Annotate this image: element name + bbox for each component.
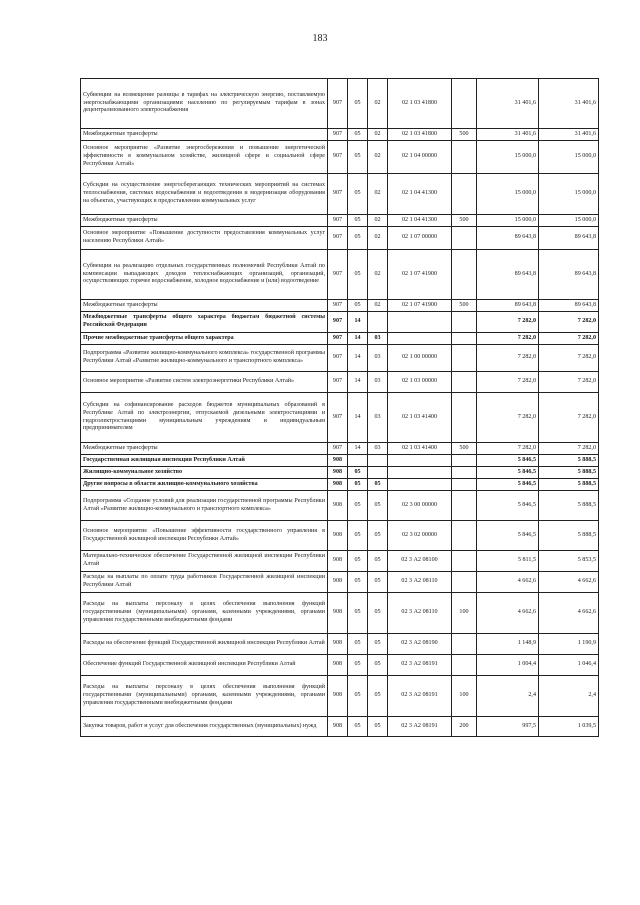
- table-row: [81, 227, 599, 250]
- expense-name-cell: Субсидии на софинансирование расходов бюджетов муниципальных образований в Республике Алтай по электроэнергии, отпускаемой дизельными электростанциями и гидроэлектростанциями муниципальным учреждениям и индивидуальным предпринимателям: [81, 393, 328, 443]
- expense-name-cell: Расходы на выплаты по оплате труда работников Государственной жилищной инспекции Республики Алтай: [81, 572, 328, 593]
- target-article-cell: 02 1 03 00000: [388, 372, 452, 393]
- expense-name-cell: Субсидии на осуществление энергосберегающих технических мероприятий на системах теплоснабжения, системах водоснабжения и водоотведения и модернизация оборудования на объектах, участвующих в предоставлении коммунальных услуг: [81, 174, 328, 215]
- amount-year1-cell: 15 000,0: [477, 215, 539, 227]
- subsection-code-cell: [368, 455, 388, 467]
- table-row: [81, 345, 599, 372]
- target-article-cell: 02 3 А2 08100: [388, 551, 452, 572]
- target-article-cell: 02 3 А2 08110: [388, 593, 452, 634]
- amount-year2-cell: 31 401,6: [539, 79, 599, 129]
- section-code-cell: 05: [348, 174, 368, 215]
- amount-year1-cell: 1 004,4: [477, 655, 539, 676]
- ministry-code-cell: 907: [328, 129, 348, 141]
- table-row: [81, 372, 599, 393]
- section-code-cell: 05: [348, 79, 368, 129]
- expense-name-cell: Закупка товаров, работ и услуг для обеспечения государственных (муниципальных) нужд: [81, 717, 328, 737]
- section-code-cell: 14: [348, 345, 368, 372]
- target-article-cell: 02 1 07 00000: [388, 227, 452, 250]
- expense-type-cell: [452, 455, 477, 467]
- section-code-cell: 05: [348, 634, 368, 655]
- ministry-code-cell: 907: [328, 174, 348, 215]
- table-row: [81, 333, 599, 345]
- target-article-cell: 02 3 А2 08191: [388, 717, 452, 737]
- subsection-code-cell: 03: [368, 443, 388, 455]
- ministry-code-cell: 908: [328, 491, 348, 521]
- table-row: [81, 79, 599, 129]
- table-row: [81, 215, 599, 227]
- amount-year2-cell: 5 888,5: [539, 479, 599, 491]
- ministry-code-cell: 907: [328, 345, 348, 372]
- expense-type-cell: [452, 655, 477, 676]
- expense-name-cell: Основное мероприятие «Повышение доступности предоставления коммунальных услуг населению Республики Алтай»: [81, 227, 328, 250]
- target-article-cell: 02 1 07 41900: [388, 300, 452, 312]
- target-article-cell: 02 1 03 41400: [388, 393, 452, 443]
- target-article-cell: 02 3 02 00000: [388, 521, 452, 551]
- ministry-code-cell: 908: [328, 717, 348, 737]
- expense-name-cell: Подпрограмма «Развитие жилищно-коммунального комплекса» государственной программы Республики Алтай «Развитие жилищно-коммунального и транспортного комплекса»: [81, 345, 328, 372]
- amount-year2-cell: 4 662,6: [539, 593, 599, 634]
- section-code-cell: 05: [348, 655, 368, 676]
- section-code-cell: 05: [348, 521, 368, 551]
- amount-year2-cell: 7 282,0: [539, 443, 599, 455]
- amount-year1-cell: 7 282,0: [477, 312, 539, 333]
- amount-year2-cell: 1 190,9: [539, 634, 599, 655]
- table-row: [81, 455, 599, 467]
- subsection-code-cell: 05: [368, 634, 388, 655]
- amount-year1-cell: 7 282,0: [477, 345, 539, 372]
- expense-name-cell: Материально-техническое обеспечение Государственной жилищной инспекции Республики Алтай: [81, 551, 328, 572]
- expense-name-cell: Расходы на выплаты персоналу в целях обеспечения выполнения функций государственными (муниципальными) органами, казенными учреждениями, органами управления государственными внебюджетными фондами: [81, 676, 328, 717]
- amount-year1-cell: 89 643,8: [477, 300, 539, 312]
- expense-name-cell: Субвенции на реализацию отдельных государственных полномочий Республики Алтай по компенсации выпадающих доходов теплоснабжающих организаций, организаций, осуществляющих горячее водоснабжение, холодное водоснабжение и (или) водоотведение: [81, 250, 328, 300]
- section-code-cell: 05: [348, 227, 368, 250]
- expense-type-cell: 100: [452, 593, 477, 634]
- expense-type-cell: [452, 227, 477, 250]
- expense-type-cell: [452, 491, 477, 521]
- table-row: [81, 467, 599, 479]
- expense-type-cell: 200: [452, 717, 477, 737]
- ministry-code-cell: 908: [328, 551, 348, 572]
- expense-name-cell: Межбюджетные трансферты: [81, 300, 328, 312]
- budget-table: [80, 78, 599, 737]
- subsection-code-cell: 05: [368, 593, 388, 634]
- amount-year1-cell: 15 000,0: [477, 174, 539, 215]
- expense-type-cell: 500: [452, 443, 477, 455]
- expense-type-cell: 500: [452, 129, 477, 141]
- table-row: [81, 676, 599, 717]
- section-code-cell: 05: [348, 300, 368, 312]
- subsection-code-cell: 03: [368, 372, 388, 393]
- subsection-code-cell: [368, 312, 388, 333]
- subsection-code-cell: 05: [368, 491, 388, 521]
- subsection-code-cell: 02: [368, 174, 388, 215]
- ministry-code-cell: 907: [328, 141, 348, 174]
- table-row: [81, 141, 599, 174]
- amount-year1-cell: 7 282,0: [477, 393, 539, 443]
- subsection-code-cell: 05: [368, 676, 388, 717]
- expense-name-cell: Межбюджетные трансферты общего характера бюджетам бюджетной системы Российской Федерации: [81, 312, 328, 333]
- amount-year1-cell: 31 401,6: [477, 79, 539, 129]
- table-row: [81, 717, 599, 737]
- target-article-cell: 02 3 А2 08191: [388, 676, 452, 717]
- amount-year1-cell: 5 846,5: [477, 521, 539, 551]
- section-code-cell: 05: [348, 215, 368, 227]
- target-article-cell: [388, 467, 452, 479]
- section-code-cell: 05: [348, 717, 368, 737]
- expense-type-cell: [452, 345, 477, 372]
- table-row: [81, 479, 599, 491]
- table-row: [81, 593, 599, 634]
- expense-type-cell: [452, 141, 477, 174]
- amount-year2-cell: 89 643,8: [539, 250, 599, 300]
- ministry-code-cell: 907: [328, 79, 348, 129]
- table-row: [81, 521, 599, 551]
- expense-name-cell: Жилищно-коммунальное хозяйство: [81, 467, 328, 479]
- subsection-code-cell: 05: [368, 717, 388, 737]
- target-article-cell: [388, 333, 452, 345]
- target-article-cell: 02 3 А2 08191: [388, 655, 452, 676]
- table-row: [81, 443, 599, 455]
- table-row: [81, 393, 599, 443]
- expense-type-cell: [452, 634, 477, 655]
- table-row: [81, 551, 599, 572]
- amount-year1-cell: 31 401,6: [477, 129, 539, 141]
- amount-year2-cell: 31 401,6: [539, 129, 599, 141]
- amount-year1-cell: 5 846,5: [477, 479, 539, 491]
- section-code-cell: 14: [348, 393, 368, 443]
- ministry-code-cell: 908: [328, 572, 348, 593]
- section-code-cell: 05: [348, 491, 368, 521]
- amount-year2-cell: 89 643,8: [539, 300, 599, 312]
- ministry-code-cell: 907: [328, 227, 348, 250]
- amount-year2-cell: 5 888,5: [539, 521, 599, 551]
- amount-year2-cell: 7 282,0: [539, 333, 599, 345]
- ministry-code-cell: 907: [328, 393, 348, 443]
- amount-year2-cell: 89 643,8: [539, 227, 599, 250]
- ministry-code-cell: 907: [328, 443, 348, 455]
- expense-type-cell: [452, 479, 477, 491]
- amount-year2-cell: 5 853,5: [539, 551, 599, 572]
- ministry-code-cell: 907: [328, 215, 348, 227]
- amount-year1-cell: 5 846,5: [477, 491, 539, 521]
- target-article-cell: 02 1 03 41400: [388, 443, 452, 455]
- amount-year1-cell: 89 643,8: [477, 250, 539, 300]
- subsection-code-cell: 02: [368, 79, 388, 129]
- amount-year1-cell: 7 282,0: [477, 372, 539, 393]
- subsection-code-cell: 02: [368, 129, 388, 141]
- ministry-code-cell: 907: [328, 250, 348, 300]
- table-row: [81, 572, 599, 593]
- expense-name-cell: Расходы на обеспечение функций Государственной жилищной инспекции Республики Алтай: [81, 634, 328, 655]
- section-code-cell: 05: [348, 250, 368, 300]
- amount-year1-cell: 7 282,0: [477, 443, 539, 455]
- subsection-code-cell: 02: [368, 215, 388, 227]
- table-row: [81, 174, 599, 215]
- expense-type-cell: [452, 393, 477, 443]
- amount-year2-cell: 2,4: [539, 676, 599, 717]
- amount-year1-cell: 997,5: [477, 717, 539, 737]
- ministry-code-cell: 908: [328, 634, 348, 655]
- expense-type-cell: [452, 467, 477, 479]
- subsection-code-cell: 05: [368, 551, 388, 572]
- table-row: [81, 250, 599, 300]
- subsection-code-cell: [368, 467, 388, 479]
- target-article-cell: 02 1 04 41300: [388, 174, 452, 215]
- subsection-code-cell: 02: [368, 300, 388, 312]
- section-code-cell: 14: [348, 443, 368, 455]
- amount-year2-cell: 1 039,5: [539, 717, 599, 737]
- subsection-code-cell: 05: [368, 479, 388, 491]
- target-article-cell: 02 1 00 00000: [388, 345, 452, 372]
- target-article-cell: 02 1 07 41900: [388, 250, 452, 300]
- expense-type-cell: [452, 250, 477, 300]
- ministry-code-cell: 907: [328, 312, 348, 333]
- amount-year1-cell: 7 282,0: [477, 333, 539, 345]
- amount-year2-cell: 1 046,4: [539, 655, 599, 676]
- ministry-code-cell: 908: [328, 521, 348, 551]
- subsection-code-cell: 02: [368, 227, 388, 250]
- ministry-code-cell: 907: [328, 333, 348, 345]
- ministry-code-cell: 908: [328, 676, 348, 717]
- expense-name-cell: Другие вопросы в области жилищно-коммунального хозяйства: [81, 479, 328, 491]
- amount-year1-cell: 1 148,9: [477, 634, 539, 655]
- ministry-code-cell: 908: [328, 655, 348, 676]
- amount-year2-cell: 5 888,5: [539, 491, 599, 521]
- amount-year1-cell: 5 846,5: [477, 467, 539, 479]
- amount-year2-cell: 4 662,6: [539, 572, 599, 593]
- subsection-code-cell: 05: [368, 521, 388, 551]
- subsection-code-cell: 03: [368, 333, 388, 345]
- subsection-code-cell: 02: [368, 141, 388, 174]
- subsection-code-cell: 02: [368, 250, 388, 300]
- expense-name-cell: Основное мероприятие «Развитие энергосбережения и повышение энергетической эффективности в коммунальном хозяйстве, жилищной сфере и социальной сфере Республики Алтай»: [81, 141, 328, 174]
- target-article-cell: 02 3 00 00000: [388, 491, 452, 521]
- ministry-code-cell: 907: [328, 372, 348, 393]
- expense-type-cell: [452, 572, 477, 593]
- expense-type-cell: [452, 372, 477, 393]
- page-number: 183: [312, 33, 328, 44]
- amount-year1-cell: 15 000,0: [477, 141, 539, 174]
- expense-type-cell: [452, 312, 477, 333]
- expense-name-cell: Субвенции на возмещение разницы в тарифах на электрическую энергию, поставляемую энергоснабжающими организациями населению по регулируемым тарифам в зонах децентрализованного электроснабжения: [81, 79, 328, 129]
- expense-type-cell: [452, 79, 477, 129]
- section-code-cell: 14: [348, 333, 368, 345]
- amount-year2-cell: 7 282,0: [539, 372, 599, 393]
- section-code-cell: 05: [348, 479, 368, 491]
- ministry-code-cell: 908: [328, 479, 348, 491]
- table-row: [81, 491, 599, 521]
- section-code-cell: 05: [348, 141, 368, 174]
- section-code-cell: 05: [348, 593, 368, 634]
- ministry-code-cell: 907: [328, 300, 348, 312]
- expense-type-cell: [452, 333, 477, 345]
- expense-name-cell: Государственная жилищная инспекция Республики Алтай: [81, 455, 328, 467]
- expense-type-cell: 500: [452, 300, 477, 312]
- ministry-code-cell: 908: [328, 467, 348, 479]
- expense-type-cell: [452, 174, 477, 215]
- amount-year2-cell: 7 282,0: [539, 312, 599, 333]
- expense-type-cell: 500: [452, 215, 477, 227]
- target-article-cell: 02 1 04 00000: [388, 141, 452, 174]
- subsection-code-cell: 05: [368, 655, 388, 676]
- expense-type-cell: [452, 521, 477, 551]
- ministry-code-cell: 908: [328, 455, 348, 467]
- table-row: [81, 655, 599, 676]
- expense-name-cell: Межбюджетные трансферты: [81, 129, 328, 141]
- expense-type-cell: 100: [452, 676, 477, 717]
- amount-year2-cell: 7 282,0: [539, 393, 599, 443]
- amount-year2-cell: 7 282,0: [539, 345, 599, 372]
- target-article-cell: 02 1 04 41300: [388, 215, 452, 227]
- target-article-cell: 02 3 А2 08190: [388, 634, 452, 655]
- section-code-cell: 14: [348, 372, 368, 393]
- expense-name-cell: Обеспечение функций Государственной жилищной инспекции Республики Алтай: [81, 655, 328, 676]
- table-row: [81, 300, 599, 312]
- expense-name-cell: Межбюджетные трансферты: [81, 443, 328, 455]
- amount-year2-cell: 5 888,5: [539, 455, 599, 467]
- section-code-cell: 05: [348, 572, 368, 593]
- amount-year2-cell: 15 000,0: [539, 141, 599, 174]
- amount-year2-cell: 15 000,0: [539, 215, 599, 227]
- section-code-cell: [348, 455, 368, 467]
- target-article-cell: [388, 479, 452, 491]
- table-row: [81, 634, 599, 655]
- expense-name-cell: Прочие межбюджетные трансферты общего характера: [81, 333, 328, 345]
- table-row: [81, 312, 599, 333]
- subsection-code-cell: 03: [368, 393, 388, 443]
- expense-name-cell: Расходы на выплаты персоналу в целях обеспечения выполнения функций государственными (муниципальными) органами, казенными учреждениями, органами управления государственными внебюджетными фондами: [81, 593, 328, 634]
- expense-type-cell: [452, 551, 477, 572]
- section-code-cell: 05: [348, 129, 368, 141]
- amount-year2-cell: 5 888,5: [539, 467, 599, 479]
- section-code-cell: 05: [348, 551, 368, 572]
- amount-year2-cell: 15 000,0: [539, 174, 599, 215]
- table-row: [81, 129, 599, 141]
- target-article-cell: 02 3 А2 08110: [388, 572, 452, 593]
- target-article-cell: 02 1 03 41800: [388, 129, 452, 141]
- target-article-cell: [388, 312, 452, 333]
- expense-name-cell: Основное мероприятие «Развитие систем электроэнергетики Республики Алтай»: [81, 372, 328, 393]
- amount-year1-cell: 2,4: [477, 676, 539, 717]
- target-article-cell: 02 1 03 41800: [388, 79, 452, 129]
- amount-year1-cell: 4 662,6: [477, 572, 539, 593]
- expense-name-cell: Основное мероприятие «Повышение эффективности государственного управления в Государственной жилищной инспекции Республики Алтай»: [81, 521, 328, 551]
- expense-name-cell: Подпрограмма «Создание условий для реализации государственной программы Республики Алтай «Развитие жилищно-коммунального и транспортного комплекса»: [81, 491, 328, 521]
- expense-name-cell: Межбюджетные трансферты: [81, 215, 328, 227]
- subsection-code-cell: 05: [368, 572, 388, 593]
- subsection-code-cell: 03: [368, 345, 388, 372]
- amount-year1-cell: 5 811,5: [477, 551, 539, 572]
- amount-year1-cell: 5 846,5: [477, 455, 539, 467]
- ministry-code-cell: 908: [328, 593, 348, 634]
- amount-year1-cell: 4 662,6: [477, 593, 539, 634]
- amount-year1-cell: 89 643,8: [477, 227, 539, 250]
- section-code-cell: 05: [348, 467, 368, 479]
- target-article-cell: [388, 455, 452, 467]
- section-code-cell: 05: [348, 676, 368, 717]
- section-code-cell: 14: [348, 312, 368, 333]
